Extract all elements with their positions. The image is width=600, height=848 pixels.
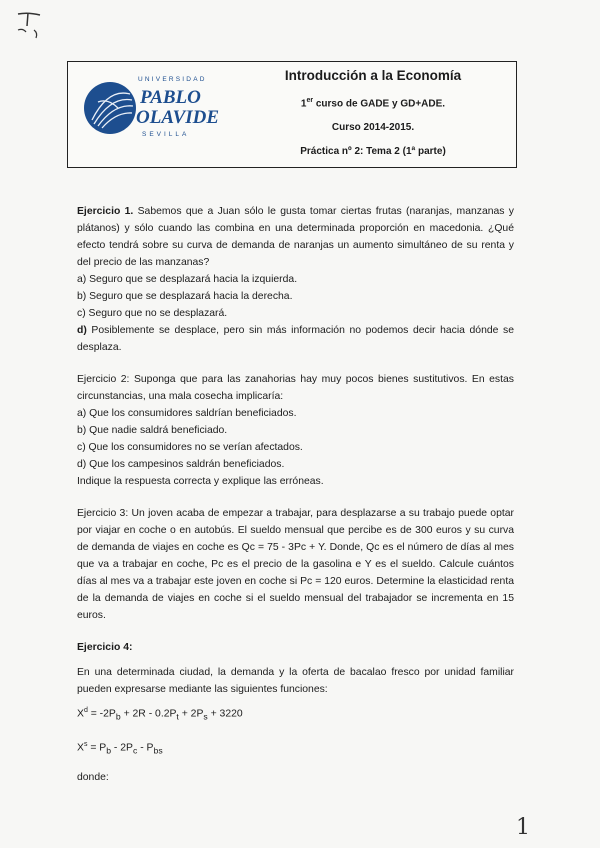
ex2-option-d: d) Que los campesinos saldrán beneficiados. xyxy=(77,459,285,470)
ex2-option-b: b) Que nadie saldrá beneficiado. xyxy=(77,425,228,436)
ex1-option-a: a) Seguro que se desplazará hacia la izquierda. xyxy=(77,274,298,285)
logo-line1: PABLO xyxy=(140,87,201,108)
ex2-option-c: c) Que los consumidores no se verían afectados. xyxy=(77,442,303,453)
exercise-1: Ejercicio 1. Sabemos que a Juan sólo le gusta tomar ciertas frutas (naranjas, manzanas y plátanos) y sólo cuando las combina en una determinada proporción en macedonia. ¿Qué efecto tendrá sobre su curva de demanda de naranjas un aumento simultáneo de su renta y del precio de las manzanas? xyxy=(77,206,514,268)
logo-bottom-text: SEVILLA xyxy=(142,131,190,138)
exercise-2: Ejercicio 2: Suponga que para las zanahorias hay muy pocos bienes sustitutivos. En estas circunstancias, una mala cosecha implicaría: xyxy=(77,374,514,402)
ex1-option-b: b) Seguro que se desplazará hacia la derecha. xyxy=(77,291,293,302)
page-number: 1 xyxy=(516,815,530,840)
logo-line2: OLAVIDE xyxy=(136,107,220,128)
supply-formula: $X^s = P_b - 2P_c - P_{bs}$ xyxy=(77,740,163,756)
ex1-option-d: d) Posiblemente se desplace, pero sin más información no podemos decir hacia dónde se desplaza. xyxy=(77,325,514,353)
document-body xyxy=(77,203,514,786)
ex2-note: Indique la respuesta correcta y explique las erróneas. xyxy=(77,476,324,487)
course-line: 1er curso de GADE y GD+ADE. xyxy=(300,97,446,110)
year-line: Curso 2014-2015. xyxy=(331,122,415,134)
header-text xyxy=(238,66,508,157)
doc-title: Introducción a la Economía xyxy=(284,68,462,83)
donde-label: donde: xyxy=(77,772,109,784)
university-logo xyxy=(78,68,226,140)
ex2-option-a: a) Que los consumidores saldrían beneficiados. xyxy=(77,408,297,419)
header-box xyxy=(67,61,517,168)
ex1-option-c: c) Seguro que no se desplazará. xyxy=(77,308,228,319)
logo-top-text: UNIVERSIDAD xyxy=(138,76,207,83)
corner-pen-mark xyxy=(14,8,44,42)
exercise-4-text: En una determinada ciudad, la demanda y la oferta de bacalao fresco por unidad familiar pueden expresarse mediante las siguientes funciones: xyxy=(77,667,514,695)
practice-line: Práctica nº 2: Tema 2 (1ª parte) xyxy=(300,146,446,158)
exercise-3: Ejercicio 3: Un joven acaba de empezar a trabajar, para desplazarse a su trabajo puede optar por viajar en coche o en autobús. El sueldo mensual que percibe es de 300 euros y su curva de demanda de viajes en coche es Qc = 75 - 3Pc + Y. Donde, Qc es el número de días al mes que va a trabajar en coche, Pc es el precio de la gasolina e Y es el sueldo. Calcule cuántos días al mes va a trabajar este joven en coche si Pc = 120 euros. Determine la elasticidad renta de la demanda de viajes en coche si el sueldo mensual del trabajador se incrementa en 15 euros. xyxy=(77,508,514,621)
demand-formula: $X^d = -2P_b + 2R - 0.2P_t + 2P_s + 3220$ xyxy=(77,707,243,722)
exercise-4-label: Ejercicio 4: xyxy=(77,642,133,653)
